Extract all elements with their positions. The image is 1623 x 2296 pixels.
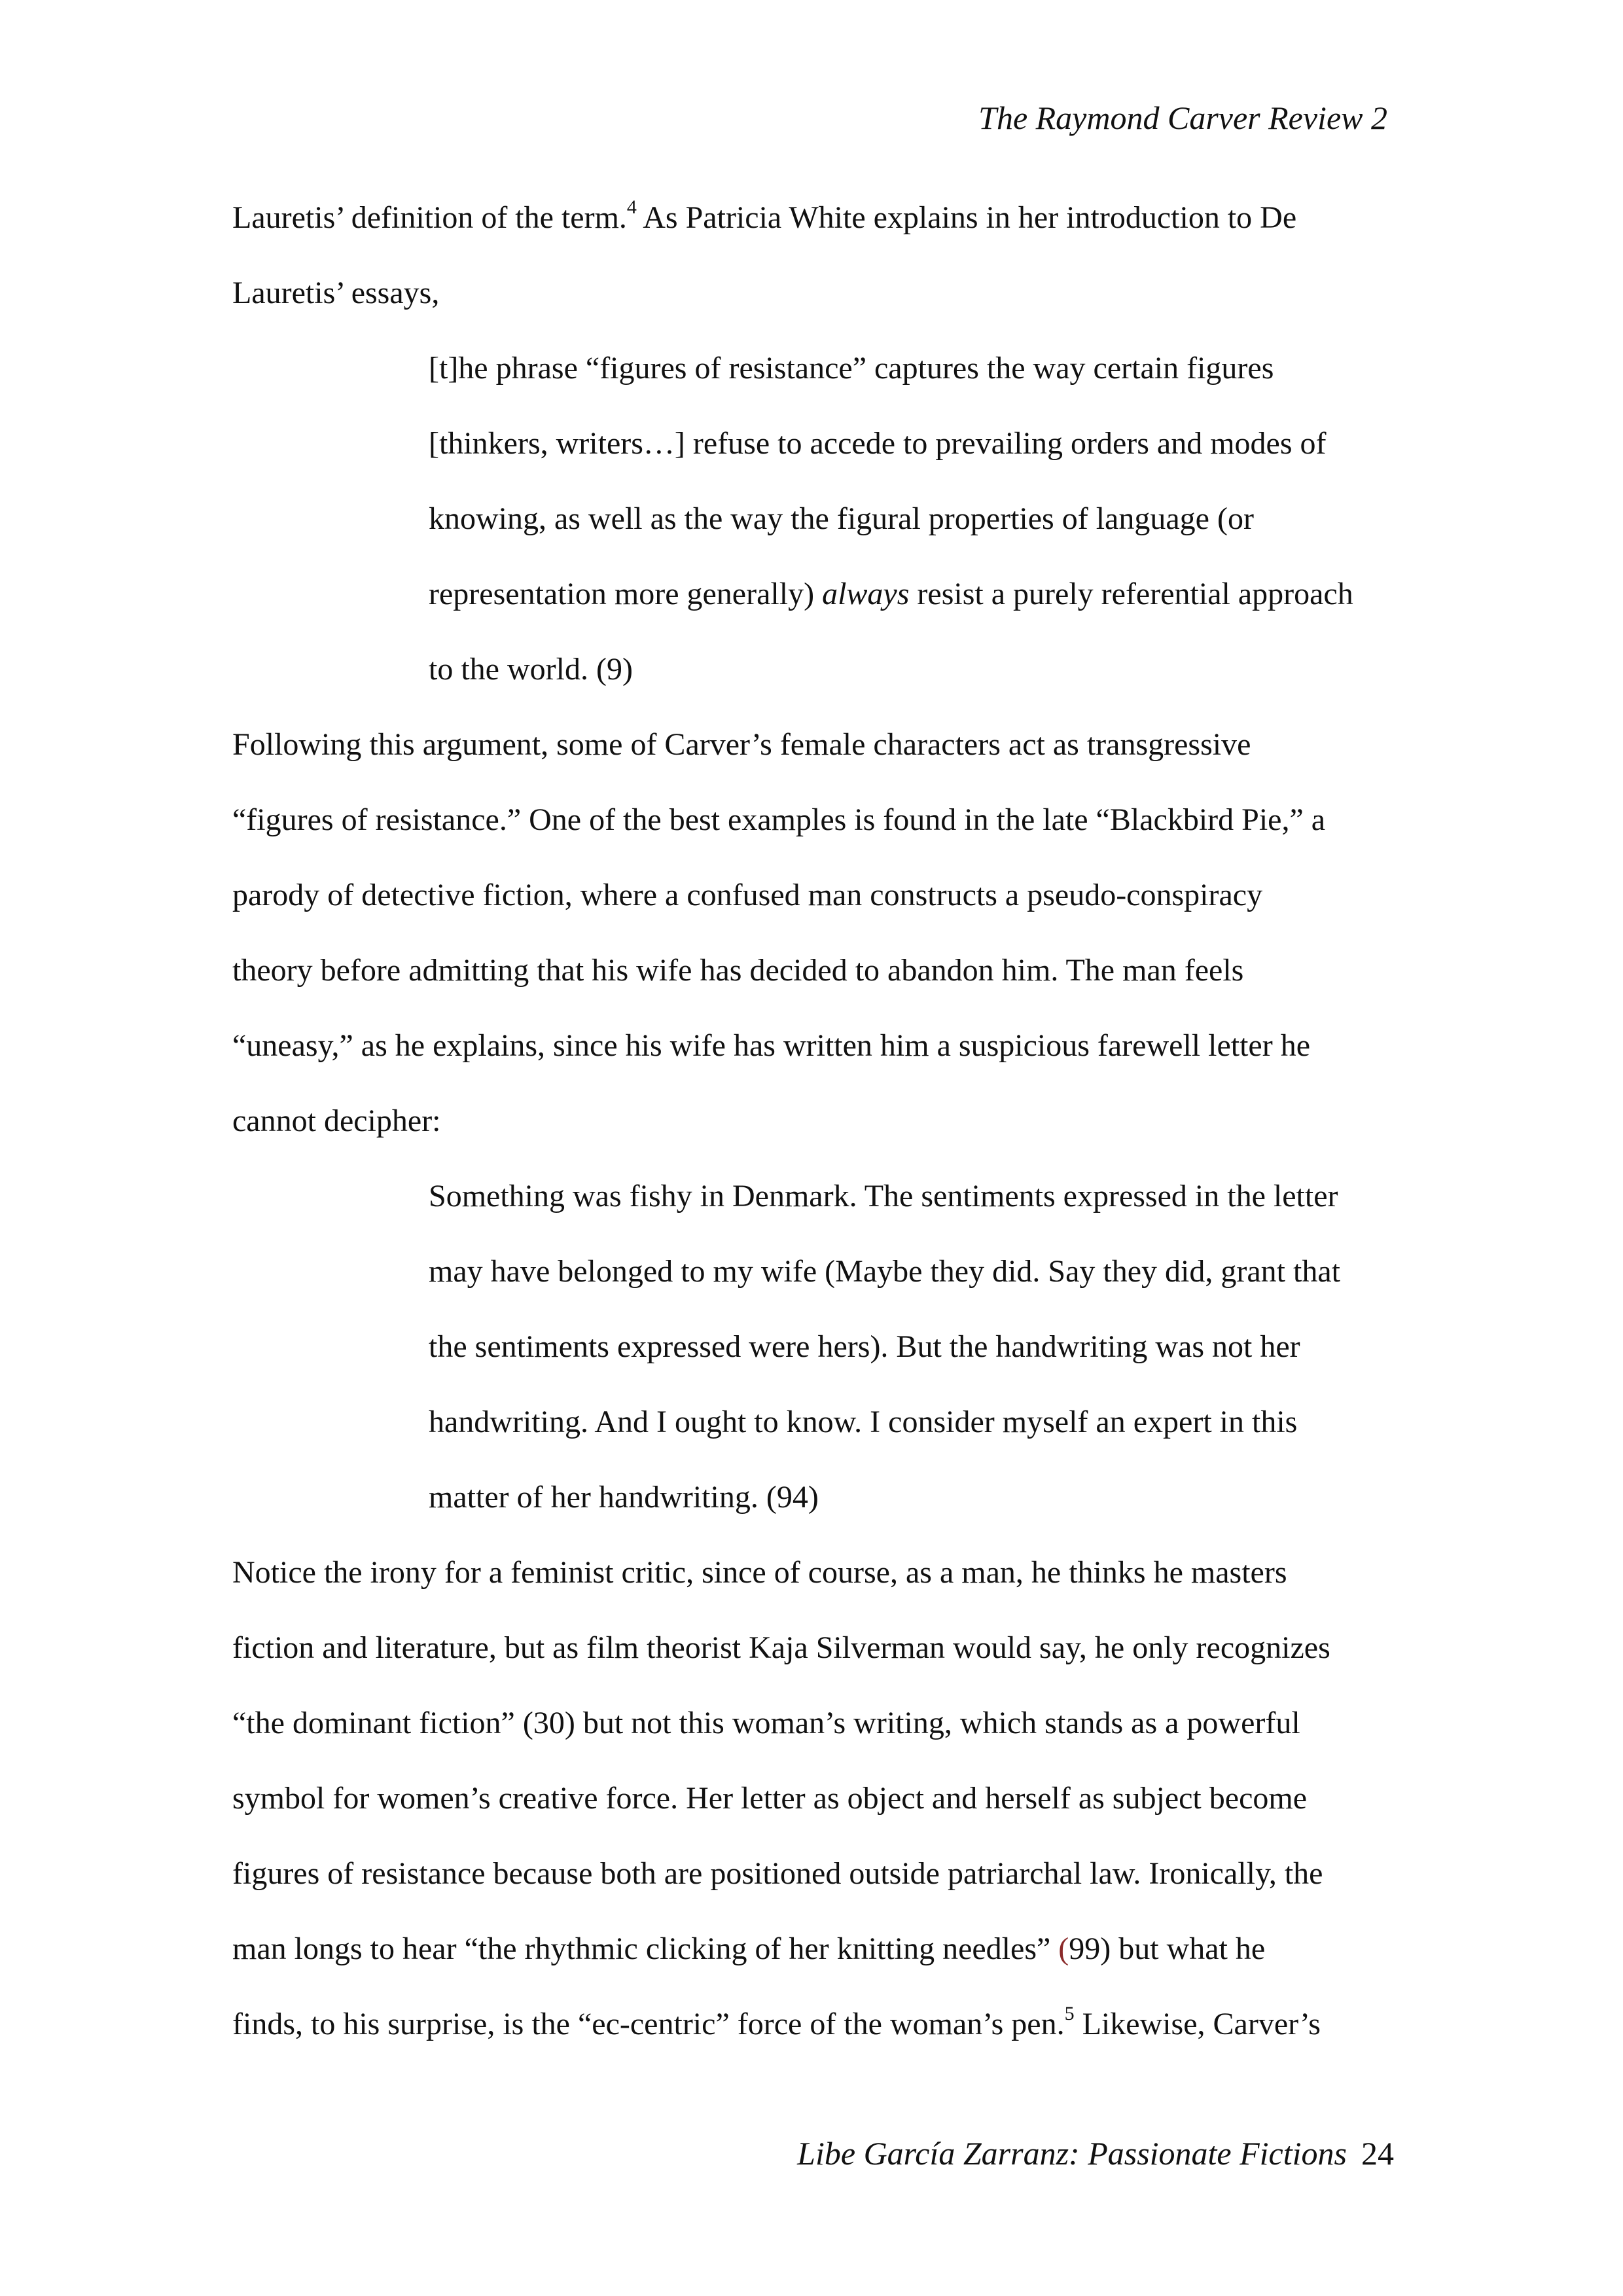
block-quote-line: knowing, as well as the way the figural properties of language (or [429,501,1254,536]
running-header: The Raymond Carver Review 2 [978,99,1387,136]
text-span: resist a purely referential approach [909,577,1353,611]
text-line: Notice the irony for a feminist critic, since of course, as a man, he thinks he masters [232,1555,1287,1590]
footnote-marker[interactable]: 4 [626,196,637,218]
block-quote-line: [thinkers, writers…] refuse to accede to prevailing orders and modes of [429,426,1327,461]
emphasis-text: always [822,577,910,611]
block-quote-line: Something was fishy in Denmark. The sentiments expressed in the letter [429,1179,1338,1213]
text-span: Likewise, Carver’s [1074,2007,1321,2041]
text-line: “uneasy,” as he explains, since his wife has written him a suspicious farewell letter he [232,1028,1311,1063]
running-footer [797,2127,1394,2179]
text-span: ( [1058,1931,1069,1966]
body-text [232,180,1404,2062]
text-line: Lauretis’ essays, [232,276,440,310]
block-quote-line: handwriting. And I ought to know. I consider myself an expert in this [429,1405,1298,1439]
block-quote-line: to the world. (9) [429,652,633,687]
text-line [232,1986,1404,2062]
text-line: “the dominant fiction” (30) but not this woman’s writing, which stands as a powerful [232,1706,1300,1740]
text-span: As Patricia White explains in her introduction to De [636,200,1297,235]
text-line: symbol for women’s creative force. Her letter as object and herself as subject become [232,1781,1308,1816]
text-line [232,180,1404,255]
text-span: Lauretis’ definition of the term. [232,200,627,235]
text-line: Following this argument, some of Carver’s female characters act as transgressive [232,727,1251,762]
text-line: theory before admitting that his wife has decided to abandon him. The man feels [232,953,1244,988]
text-span: finds, to his surprise, is the “ec-centric” force of the woman’s pen. [232,2007,1065,2041]
page-number: 24 [1361,2135,1394,2172]
text-line [232,1911,1404,1986]
block-quote-line: [t]he phrase “figures of resistance” captures the way certain figures [429,351,1274,386]
block-quote-line: matter of her handwriting. (94) [429,1480,819,1515]
block-quote-line: the sentiments expressed were hers). But the handwriting was not her [429,1329,1300,1364]
block-quote-line: may have belonged to my wife (Maybe they did. Say they did, grant that [429,1254,1340,1289]
text-span: 99) but what he [1069,1931,1266,1966]
text-line: “figures of resistance.” One of the best examples is found in the late “Blackbird Pie,” a [232,802,1326,837]
block-quote-line [232,556,1404,632]
footer-author-title: Libe García Zarranz: Passionate Fictions [797,2135,1347,2172]
text-line: figures of resistance because both are positioned outside patriarchal law. Ironically, the [232,1856,1323,1891]
text-span: man longs to hear “the rhythmic clicking of her knitting needles” [232,1931,1059,1966]
footnote-marker[interactable]: 5 [1064,2003,1075,2024]
text-line: fiction and literature, but as film theorist Kaja Silverman would say, he only recognizes [232,1630,1330,1665]
text-line: cannot decipher: [232,1103,441,1138]
text-span: representation more generally) [429,577,823,611]
text-line: parody of detective fiction, where a confused man constructs a pseudo-conspiracy [232,878,1263,912]
